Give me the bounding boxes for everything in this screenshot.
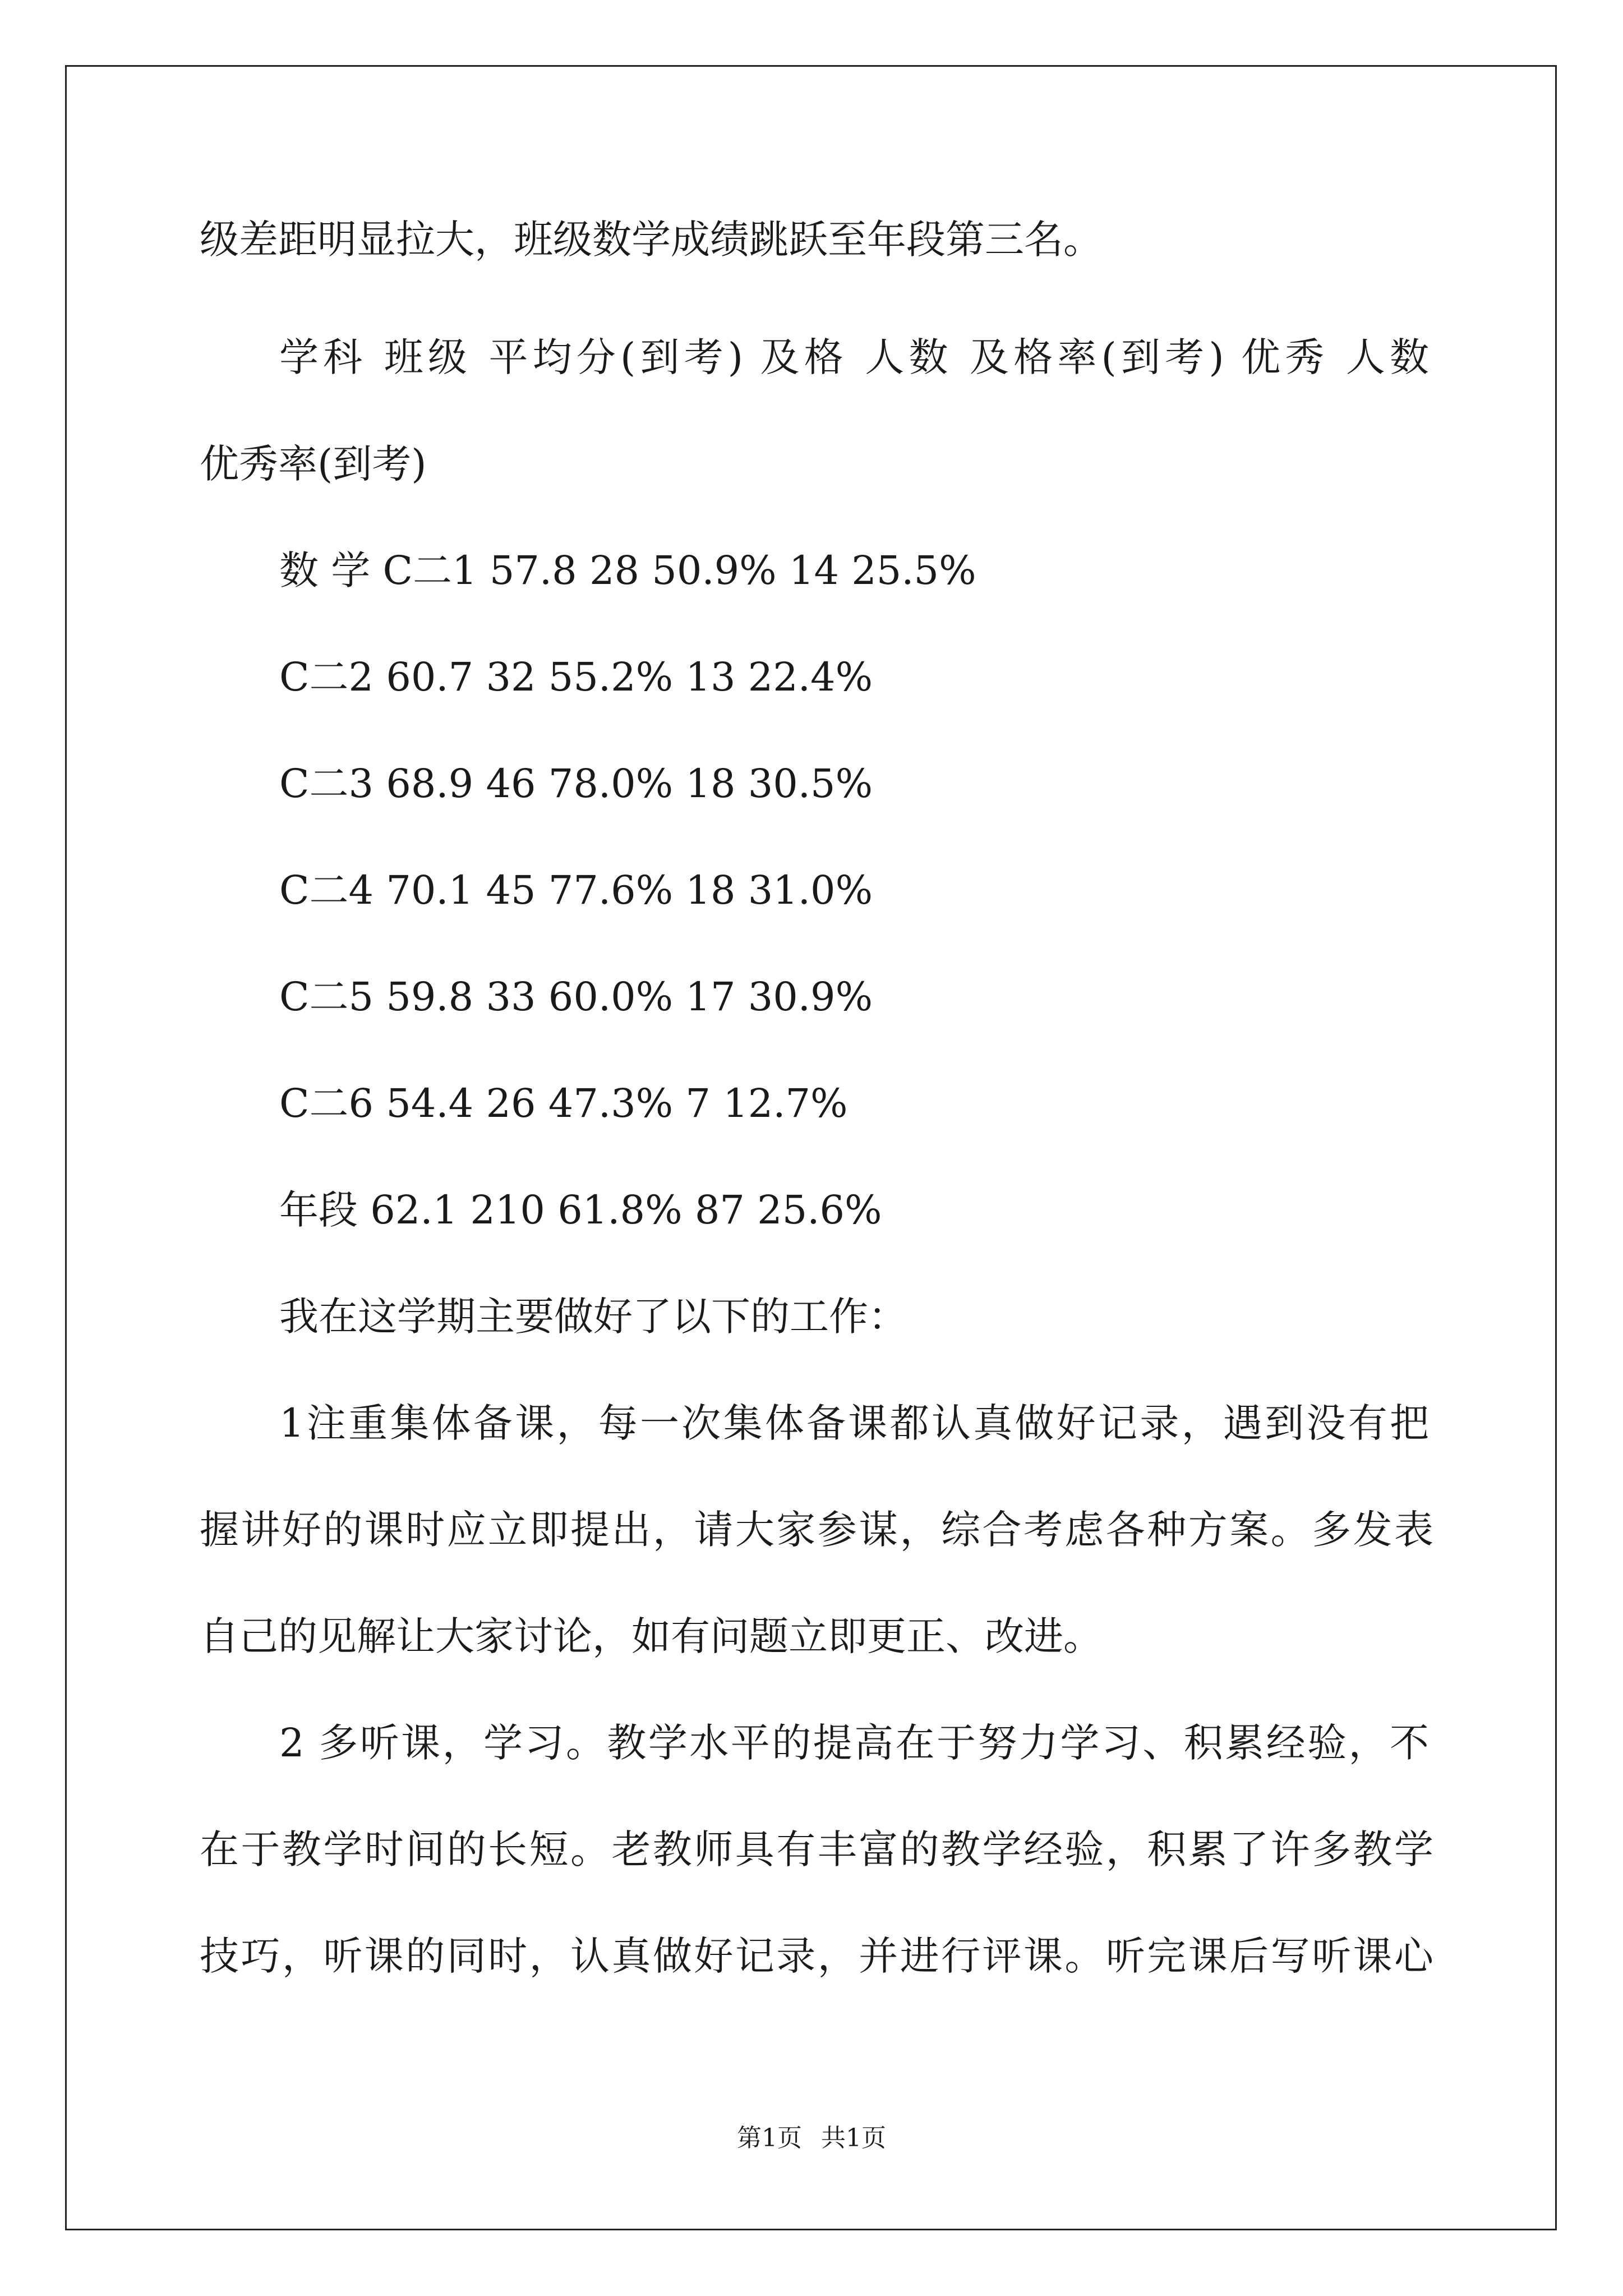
text-line-point2-c: 技巧，听课的同时，认真做好记录，并进行评课。听完课后写听课心 [200,1933,1433,1979]
table-row-math-c2-1: 数 学 C二1 57.8 28 50.9% 14 25.5% [279,547,976,593]
page-border [65,65,1557,2230]
table-row-grade-total: 年段 62.1 210 61.8% 87 25.6% [279,1187,882,1233]
text-line-work-intro: 我在这学期主要做好了以下的工作： [279,1294,907,1340]
table-row-c2-6: C二6 54.4 26 47.3% 7 12.7% [279,1080,848,1126]
table-row-c2-4: C二4 70.1 45 77.6% 18 31.0% [279,867,873,913]
text-line-1: 级差距明显拉大，班级数学成绩跳跃至年段第三名。 [200,217,1103,263]
text-line-point2-a: 2 多听课，学习。教学水平的提高在于努力学习、积累经验，不 [279,1720,1429,1766]
text-line-point1-a: 1注重集体备课，每一次集体备课都认真做好记录，遇到没有把 [279,1400,1429,1446]
page-footer: 第1页 共1页 [737,2124,886,2152]
text-line-point1-c: 自己的见解让大家讨论，如有问题立即更正、改进。 [200,1613,1103,1659]
table-row-c2-5: C二5 59.8 33 60.0% 17 30.9% [279,974,873,1020]
text-line-point2-b: 在于教学时间的长短。老教师具有丰富的教学经验，积累了许多教学 [200,1826,1433,1872]
table-row-c2-2: C二2 60.7 32 55.2% 13 22.4% [279,654,873,700]
text-line-point1-b: 握讲好的课时应立即提出，请大家参谋，综合考虑各种方案。多发表 [200,1507,1433,1553]
table-header-line: 学科 班级 平均分(到考) 及格 人数 及格率(到考) 优秀 人数 [279,334,1429,380]
table-row-c2-3: C二3 68.9 46 78.0% 18 30.5% [279,761,873,807]
table-header-continuation: 优秀率(到考) [200,441,427,487]
